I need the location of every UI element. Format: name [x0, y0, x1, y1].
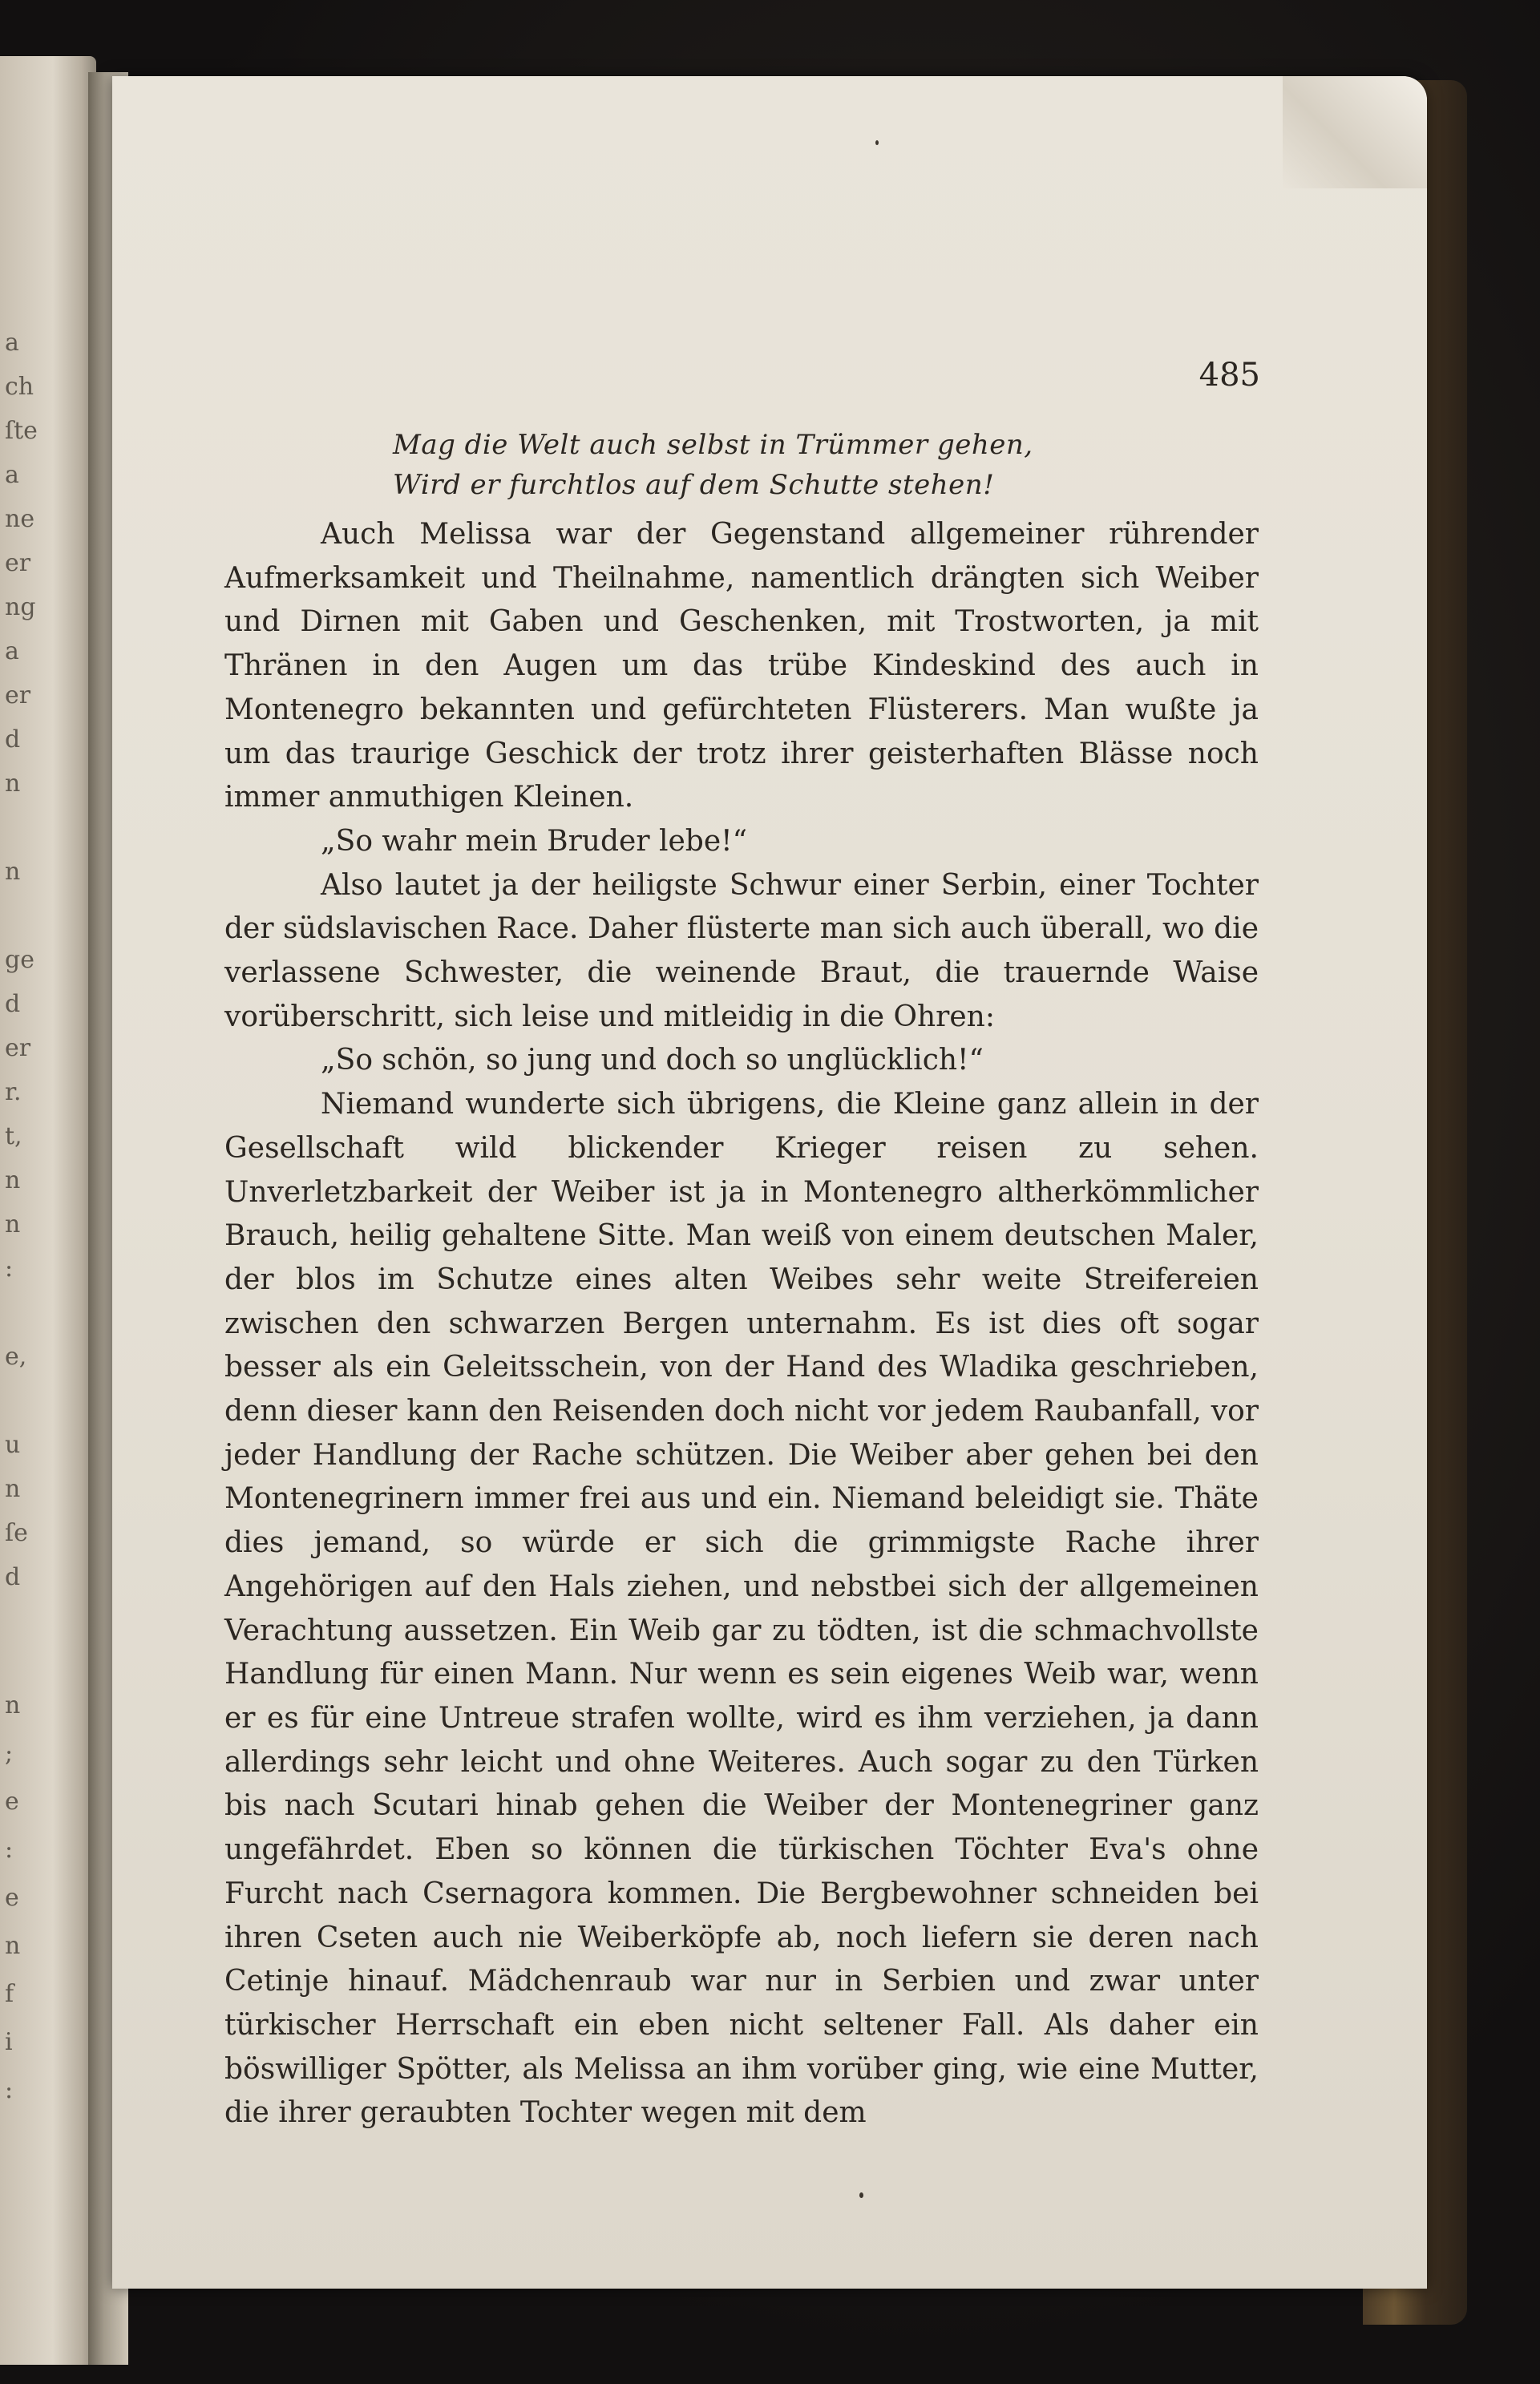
facing-page-fragment: n — [5, 1475, 21, 1503]
facing-page-fragment: r. — [5, 1078, 22, 1106]
facing-page-fragment: n — [5, 858, 21, 886]
facing-page-fragment: ch — [5, 373, 34, 401]
facing-page-fragment: d — [5, 1563, 21, 1591]
quotation: „So schön, so jung und doch so unglücklich!“ — [321, 1044, 984, 1077]
facing-page-fragment: a — [5, 329, 19, 357]
verse-block — [224, 425, 1259, 505]
body-text — [224, 513, 1259, 2135]
facing-page-fragment: n — [5, 1166, 21, 1194]
facing-page-fragment: f — [5, 1980, 14, 2008]
facing-page-fragment: e — [5, 1884, 19, 1912]
facing-page-fragment: e — [5, 1788, 19, 1816]
facing-page-fragment: er — [5, 681, 31, 709]
facing-page-fragment: ſe — [5, 1519, 28, 1547]
facing-page-fragment: er — [5, 549, 31, 577]
facing-page-fragment: a — [5, 637, 19, 665]
quotation: „So wahr mein Bruder lebe!“ — [321, 824, 748, 858]
page-corner-fold — [1283, 76, 1427, 188]
facing-page-fragment: : — [5, 2076, 14, 2104]
paragraph: Also lautet ja der heiligste Schwur einer Serbin, einer Tochter der südslavischen Race. Daher flüsterte man sich auch überall, wo die verlassene Schwester, die weinende Braut, die trauernde Waise vorüberschritt, sich leise und mitleidig in die Ohren: — [224, 868, 1259, 1033]
book-page — [112, 76, 1427, 2289]
facing-page-fragment: e, — [5, 1343, 27, 1371]
facing-page-fragment: n — [5, 1932, 21, 1960]
facing-page-fragment: a — [5, 461, 19, 489]
paragraph: Auch Melissa war der Gegenstand allgemeiner rührender Aufmerksamkeit und Theilnahme, namentlich drängten sich Weiber und Dirnen mit Gaben und Geschenken, mit Trostworten, ja mit Thränen in den Augen um das trübe Kindeskind des auch in Montenegro bekannten und gefürchteten Flüsterers. Man wußte ja um das traurige Geschick der trotz ihrer geisterhaften Blässe noch immer anmuthigen Kleinen. — [224, 518, 1259, 814]
verse-line: Wird er furchtlos auf dem Schutte stehen! — [393, 469, 995, 501]
facing-page-fragment: t, — [5, 1122, 22, 1150]
facing-page-fragment: ne — [5, 505, 35, 533]
facing-page-fragment: n — [5, 770, 21, 798]
paper-speck — [875, 140, 879, 145]
facing-page-fragment: u — [5, 1431, 21, 1459]
facing-page-fragment: : — [5, 1836, 14, 1864]
verse-line: Mag die Welt auch selbst in Trümmer gehen, — [393, 429, 1033, 461]
facing-page-fragment: ge — [5, 946, 34, 974]
paper-speck — [859, 2192, 863, 2198]
facing-page-fragment: er — [5, 1034, 31, 1062]
facing-page-fragment: ſte — [5, 417, 38, 445]
facing-page-fragment: d — [5, 725, 21, 754]
facing-page-fragment: d — [5, 990, 21, 1018]
facing-page-fragment: n — [5, 1210, 21, 1238]
paragraph: Niemand wunderte sich übrigens, die Kleine ganz allein in der Gesellschaft wild blickender Krieger reisen zu sehen. Unverletzbarkeit der Weiber ist ja in Montenegro altherkömmlicher Brauch, heilig gehaltene Sitte. Man weiß von einem deutschen Maler, der blos im Schutze eines alten Weibes sehr weite Streifereien zwischen den schwarzen Bergen unternahm. Es ist dies oft sogar besser als ein Geleitsschein, von der Hand des Wladika geschrieben, denn dieser kann den Reisenden doch nicht vor jedem Raubanfall, vor jeder Handlung der Rache schützen. Die Weiber aber gehen bei den Montenegrinern immer frei aus und ein. Niemand beleidigt sie. Thäte dies jemand, so würde er sich die grimmigste Rache ihrer Angehörigen auf den Hals ziehen, und nebstbei sich der allgemeinen Verachtung aussetzen. Ein Weib gar zu tödten, ist die schmachvollste Handlung für einen Mann. Nur wenn es sein eigenes Weib war, wenn er es für eine Untreue strafen wollte, wird es ihm verziehen, ja dann allerdings sehr leicht und ohne Weiteres. Auch sogar zu den Türken bis nach Scutari hinab gehen die Weiber der Montenegriner ganz ungefährdet. Eben so können die türkischen Töchter Eva's ohne Furcht nach Csernagora kommen. Die Bergbewohner schneiden bei ihren Cseten auch nie Weiberköpfe ab, noch liefern sie deren nach Cetinje hinauf. Mädchenraub war nur in Serbien und zwar unter türkischer Herrschaft ein eben nicht seltener Fall. Als daher ein böswilliger Spötter, als Melissa an ihm vorüber ging, wie eine Mutter, die ihrer geraubten Tochter wegen mit dem — [224, 1088, 1259, 2130]
page-number: 485 — [1198, 357, 1260, 394]
facing-page-fragment: ; — [5, 1740, 14, 1768]
facing-page-fragment: ng — [5, 593, 36, 621]
facing-page-left — [0, 56, 96, 2365]
facing-page-fragment: n — [5, 1691, 21, 1719]
facing-page-fragment: i — [5, 2028, 13, 2056]
facing-page-fragment: : — [5, 1255, 14, 1283]
